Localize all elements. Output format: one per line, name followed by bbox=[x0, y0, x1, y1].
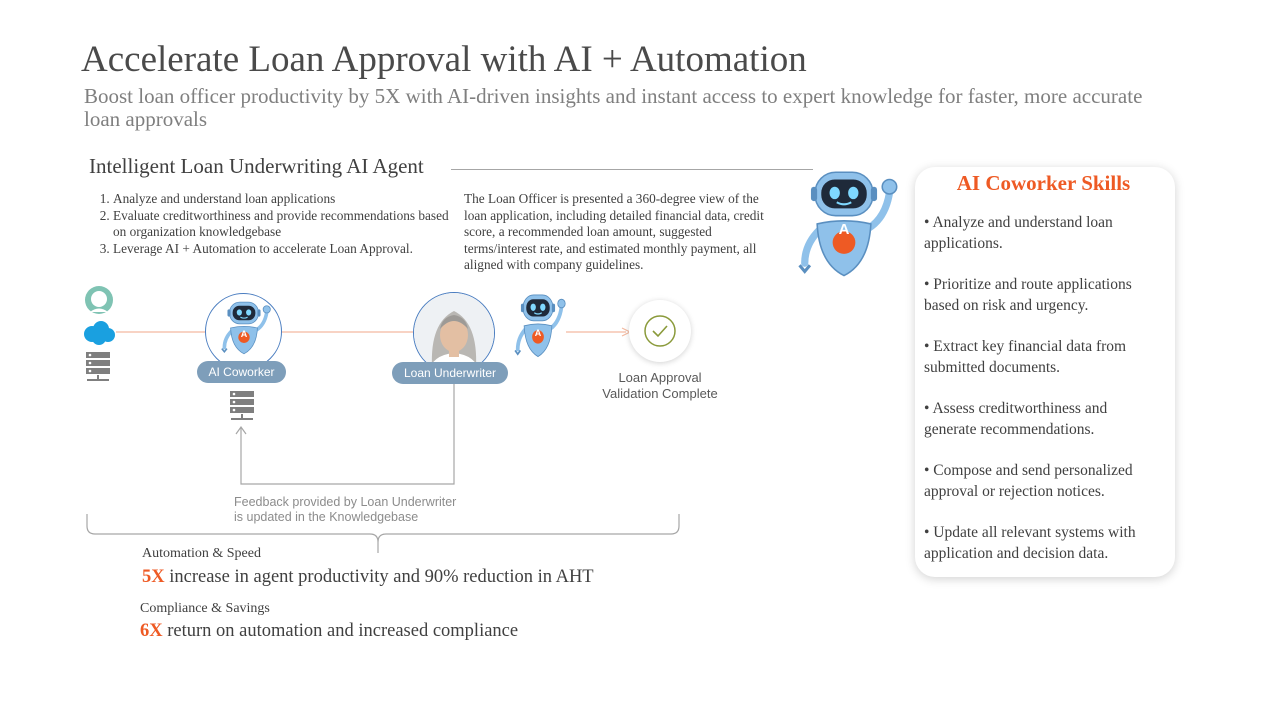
metric-highlight: 6X bbox=[140, 621, 163, 641]
server-icon bbox=[229, 390, 255, 420]
skill-item: • Update all relevant systems with application and decision data. bbox=[924, 524, 1136, 562]
step-item: 1. Analyze and understand loan applications bbox=[113, 191, 458, 208]
skill-item: • Extract key financial data from submitted documents. bbox=[924, 338, 1127, 376]
robot-icon bbox=[506, 290, 570, 364]
metric-label: Compliance & Savings bbox=[140, 601, 270, 616]
feedback-note bbox=[234, 495, 494, 525]
skill-item: • Analyze and understand loan applications. bbox=[924, 214, 1113, 252]
page-subtitle: Boost loan officer productivity by 5X with AI-driven insights and instant access to expert knowledge for faster, more accurate loan approvals bbox=[84, 84, 1143, 131]
page-title: Accelerate Loan Approval with AI + Automation bbox=[81, 39, 807, 80]
step-item: 3. Leverage AI + Automation to accelerate Loan Approval. bbox=[113, 241, 458, 258]
approval-node bbox=[629, 300, 691, 362]
metric-text: increase in agent productivity and 90% reduction in AHT bbox=[164, 567, 594, 587]
ai-coworker-label: AI Coworker bbox=[197, 361, 286, 383]
metric-value bbox=[140, 621, 518, 642]
approval-label-line1: Loan Approval bbox=[618, 370, 702, 385]
feedback-line1: Feedback provided by Loan Underwriter bbox=[234, 495, 457, 509]
loan-underwriter-label: Loan Underwriter bbox=[392, 362, 508, 384]
skill-item: • Prioritize and route applications based on risk and urgency. bbox=[924, 276, 1132, 314]
approval-label bbox=[585, 370, 735, 402]
metric-label: Automation & Speed bbox=[142, 546, 261, 561]
loan-officer-description: The Loan Officer is presented a 360-degree view of the loan application, including detailed financial data, credit score, a recommended loan amount, suggested terms/interest rate, and estimated monthly payment, all aligned with company guidelines. bbox=[464, 191, 764, 272]
step-item: 2. Evaluate creditworthiness and provide recommendations based on organization knowledgebase bbox=[113, 208, 458, 241]
metric-text: return on automation and increased compliance bbox=[162, 621, 519, 641]
metric-value bbox=[142, 567, 594, 588]
feedback-line2: is updated in the Knowledgebase bbox=[234, 510, 419, 524]
skill-item: • Compose and send personalized approval or rejection notices. bbox=[924, 462, 1133, 500]
robot-badge-letter: A bbox=[534, 328, 542, 338]
robot-icon bbox=[213, 297, 275, 361]
skill-item: • Assess creditworthiness and generate recommendations. bbox=[924, 400, 1108, 438]
skills-title: AI Coworker Skills bbox=[956, 171, 1131, 195]
person-photo-icon bbox=[414, 293, 494, 373]
robot-badge-letter: A bbox=[240, 329, 248, 339]
approval-label-line2: Validation Complete bbox=[602, 386, 718, 401]
skills-card bbox=[915, 167, 1175, 577]
robot-badge-letter: A bbox=[838, 221, 850, 238]
section-title: Intelligent Loan Underwriting AI Agent bbox=[89, 154, 424, 178]
check-icon bbox=[629, 300, 691, 362]
metric-highlight: 5X bbox=[142, 567, 165, 587]
